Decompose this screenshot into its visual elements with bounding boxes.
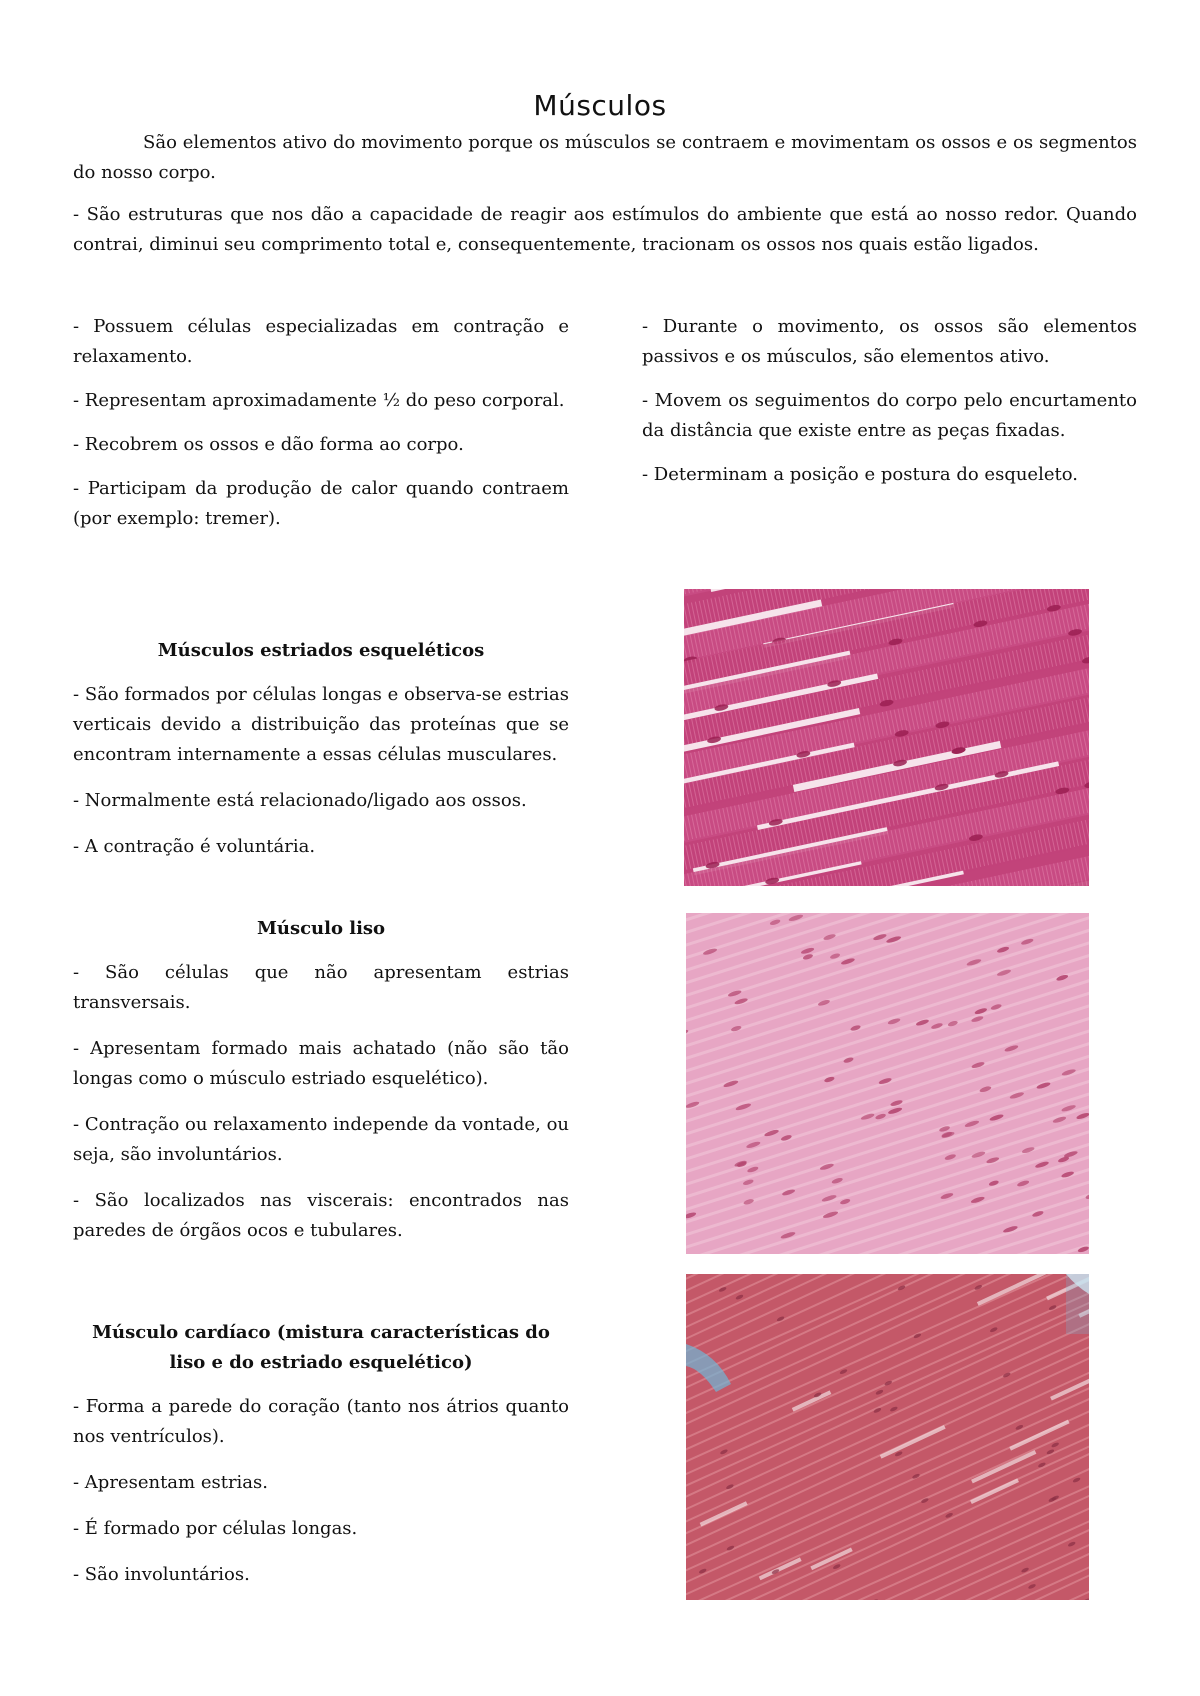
list-item: - A contração é voluntária. [73, 836, 316, 857]
list-item: - São formados por células longas e observa-se estrias verticais devido a distribuição das proteínas que se encontram internamente a essas células musculares. [73, 684, 569, 765]
list-item: - São localizados nas viscerais: encontrados nas paredes de órgãos ocos e tubulares. [73, 1190, 569, 1241]
section-cardiac-muscle [73, 1318, 569, 1606]
section-heading: Músculo cardíaco (mistura características do liso e do estriado esquelético) [92, 1322, 550, 1373]
right-column [642, 312, 1137, 504]
cardiac-muscle-micrograph [686, 1274, 1089, 1600]
intro-block [73, 128, 1137, 272]
list-item: - Movem os seguimentos do corpo pelo encurtamento da distância que existe entre as peças fixadas. [642, 390, 1137, 441]
list-item: - É formado por células longas. [73, 1518, 358, 1539]
section-skeletal-muscle [73, 636, 569, 878]
list-item: - Forma a parede do coração (tanto nos átrios quanto nos ventrículos). [73, 1396, 569, 1447]
section-heading: Músculo liso [256, 918, 386, 939]
page-title: Músculos [533, 88, 667, 122]
list-item: - Contração ou relaxamento independe da vontade, ou seja, são involuntários. [73, 1114, 569, 1165]
skeletal-muscle-micrograph [684, 589, 1089, 886]
smooth-muscle-micrograph [686, 913, 1089, 1254]
left-column [73, 312, 569, 548]
list-item: - São involuntários. [73, 1564, 250, 1585]
list-item: - Recobrem os ossos e dão forma ao corpo. [73, 434, 464, 455]
list-item: - Apresentam formado mais achatado (não são tão longas como o músculo estriado esquelético). [73, 1038, 569, 1089]
list-item: - Determinam a posição e postura do esqueleto. [642, 464, 1078, 485]
intro-paragraph: São elementos ativo do movimento porque os músculos se contraem e movimentam os ossos e os segmentos do nosso corpo. [73, 132, 1137, 183]
section-heading: Músculos estriados esqueléticos [157, 640, 485, 661]
list-item: - São células que não apresentam estrias transversais. [73, 962, 569, 1013]
list-item: - Durante o movimento, os ossos são elementos passivos e os músculos, são elementos ativo. [642, 316, 1137, 367]
list-item: - Normalmente está relacionado/ligado aos ossos. [73, 790, 527, 811]
list-item: - Possuem células especializadas em contração e relaxamento. [73, 316, 569, 367]
section-smooth-muscle [73, 914, 569, 1262]
list-item: - Participam da produção de calor quando contraem (por exemplo: tremer). [73, 478, 569, 529]
list-item: - Representam aproximadamente ½ do peso corporal. [73, 390, 565, 411]
intro-paragraph: - São estruturas que nos dão a capacidade de reagir aos estímulos do ambiente que está ao nosso redor. Quando contrai, diminui seu comprimento total e, consequentemente, tracionam os ossos nos quais estão ligados. [73, 204, 1137, 255]
list-item: - Apresentam estrias. [73, 1472, 268, 1493]
